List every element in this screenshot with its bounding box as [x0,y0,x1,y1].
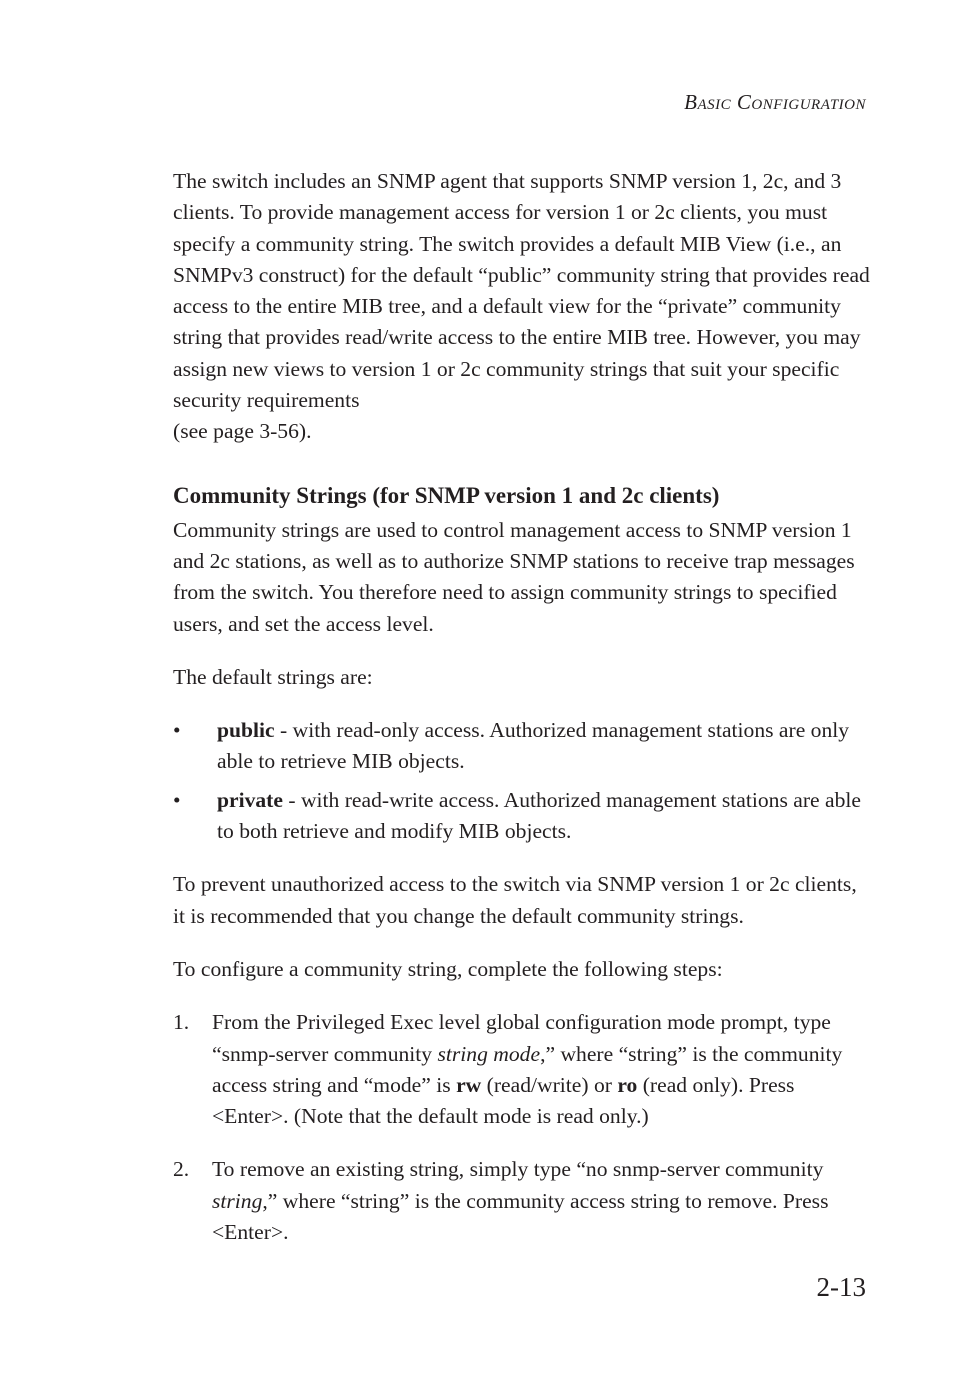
step-text: ,” where “string” is the community access string to remove. Press <Enter>. [212,1188,829,1245]
intro-page-ref: (see page 3-56). [173,419,312,444]
recommendation-paragraph: To prevent unauthorized access to the switch via SNMP version 1 or 2c clients, it is recommended that you change the default community strings. [173,872,857,928]
intro-text: The switch includes an SNMP agent that supports SNMP version 1, 2c, and 3 clients. To provide management access for version 1 or 2c clients, you must specify a community string. The switch provides a default MIB View (i.e., an SNMPv3 construct) for the default “public” community string that provides read access to the entire MIB tree, and a default view for the “private” community string that provides read/write access to the entire MIB tree. However, you may assign new views to version 1 or 2c community strings that suit your specific security requirements [173,169,870,413]
community-strings-paragraph: Community strings are used to control management access to SNMP version 1 and 2c stations, as well as to authorize SNMP stations to receive trap messages from the switch. You therefore need to assign community strings to specified users, and set the access level. [173,517,855,636]
step-1 [173,1007,873,1132]
step-text: ,” where “string” is the community access string and “mode” is [212,1041,843,1097]
section-heading: Community Strings (for SNMP version 1 and 2c clients) [173,482,720,508]
term-private: private [217,787,283,812]
page-number: 2-13 [816,1272,866,1302]
desc-public: - with read-only access. Authorized management stations are only able to retrieve MIB objects. [217,718,850,774]
step-number: 1. [173,1010,190,1035]
step-2 [173,1154,873,1248]
default-strings-intro: The default strings are: [173,664,373,689]
intro-paragraph [173,166,873,448]
step-text: (read/write) or [481,1072,618,1097]
step-number: 2. [173,1157,190,1182]
step-text: From the Privileged Exec level global configuration mode prompt, type “snmp-server community [212,1010,831,1066]
bullet-icon: • [173,787,181,812]
desc-private: - with read-write access. Authorized management stations are able to both retrieve and modify MIB objects. [217,787,861,844]
term-public: public [217,718,275,743]
step-text: To remove an existing string, simply type “no snmp-server community [212,1157,824,1182]
running-header: Basic Configuration [684,90,866,114]
default-strings-list [173,715,873,847]
steps-intro: To configure a community string, complete the following steps: [173,956,723,981]
page-content [173,166,873,1270]
step-text: (read only). Press <Enter>. (Note that the default mode is read only.) [212,1072,795,1129]
step-argument: string mode [437,1041,541,1066]
list-item-public [173,715,873,778]
step-keyword-ro: ro [617,1072,638,1097]
list-item-private [173,785,873,848]
step-argument: string [212,1188,263,1213]
steps-list [173,1007,873,1248]
step-keyword-rw: rw [456,1072,482,1097]
bullet-icon: • [173,718,181,743]
